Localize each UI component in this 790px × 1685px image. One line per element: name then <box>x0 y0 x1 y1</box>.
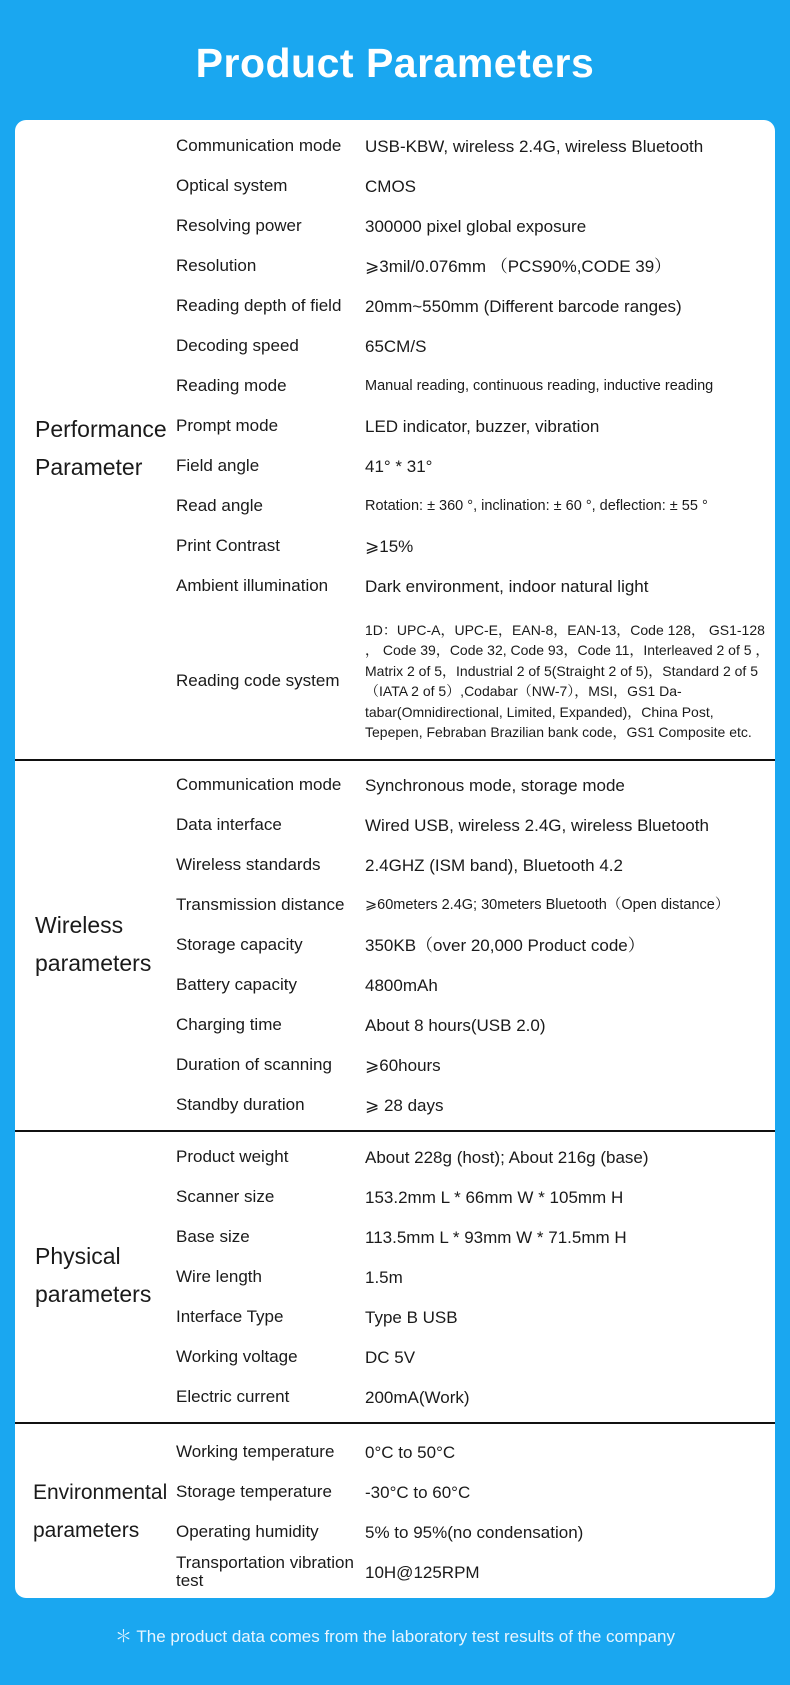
param-value: 1.5m <box>365 1267 403 1287</box>
param-row <box>15 326 775 366</box>
param-key: Duration of scanning <box>176 1055 332 1074</box>
param-value: 300000 pixel global exposure <box>365 216 587 236</box>
section-label-line2: Parameter <box>35 454 143 480</box>
param-key: Product weight <box>176 1147 289 1166</box>
param-key: Electric current <box>176 1387 290 1406</box>
param-row <box>15 406 775 446</box>
param-value: 10H@125RPM <box>365 1562 480 1582</box>
param-value: ⩾ 28 days <box>365 1095 444 1115</box>
param-key: Base size <box>176 1227 250 1246</box>
section-label-line1: Environmental <box>33 1481 168 1504</box>
param-row <box>15 366 775 406</box>
param-key: Transmission distance <box>176 895 345 914</box>
param-key: Battery capacity <box>176 975 297 994</box>
param-key: Field angle <box>176 456 260 475</box>
param-row <box>15 286 775 326</box>
param-key: Working voltage <box>176 1347 298 1366</box>
param-key: Wire length <box>176 1267 262 1286</box>
param-row <box>15 246 775 286</box>
param-value: 41° * 31° <box>365 456 433 476</box>
param-key: Resolution <box>176 256 257 275</box>
param-row <box>15 486 775 526</box>
param-row <box>15 166 775 206</box>
param-row <box>15 1337 775 1377</box>
param-row <box>15 1217 775 1257</box>
section-physical <box>15 1132 775 1422</box>
section-wireless <box>15 761 775 1130</box>
param-key: Communication mode <box>176 136 342 155</box>
param-key: Reading mode <box>176 376 287 395</box>
param-key: Reading depth of field <box>176 296 342 315</box>
section-label-line1: Performance <box>35 416 167 442</box>
param-key: Read angle <box>176 496 263 515</box>
param-row <box>15 1257 775 1297</box>
param-value: 200mA(Work) <box>365 1387 470 1407</box>
param-row <box>15 1045 775 1085</box>
param-row <box>15 1512 775 1552</box>
param-row <box>15 446 775 486</box>
param-key: Working temperature <box>176 1442 335 1461</box>
param-value: 65CM/S <box>365 336 427 356</box>
param-value: ⩾60meters 2.4G; 30meters Bluetooth（Open distance） <box>365 896 730 913</box>
param-key: Ambient illumination <box>176 576 329 595</box>
param-value: -30°C to 60°C <box>365 1482 471 1502</box>
param-row <box>15 1085 775 1125</box>
param-value: Synchronous mode, storage mode <box>365 775 625 795</box>
param-value: 5% to 95%(no condensation) <box>365 1522 584 1542</box>
param-key: Charging time <box>176 1015 282 1034</box>
section-label-line2: parameters <box>35 950 152 976</box>
param-key: Scanner size <box>176 1187 275 1206</box>
param-value: 1D：UPC-A，UPC-E，EAN-8，EAN-13，Code 128， GS1-128 ， Code 39，Code 32, Code 93，Code 11，Interleaved 2 of 5 ，Matrix 2 of 5，Industrial 2 of 5(Straight 2 of 5)，Standard 2 of 5（IATA 2 of 5）,Codabar（NW-7），MSI，GS1 Da-tabar(Omnidirectional, Limited, Expanded)，China Post, Tepepen, Febraban Brazilian bank code，GS1 Composite etc. <box>365 621 770 740</box>
param-value: 20mm~550mm (Different barcode ranges) <box>365 296 682 316</box>
param-key: Transportation vibration test <box>176 1553 354 1590</box>
param-key: Resolving power <box>176 216 302 235</box>
param-key: Prompt mode <box>176 416 279 435</box>
param-key: Decoding speed <box>176 336 299 355</box>
param-value: 153.2mm L * 66mm W * 105mm H <box>365 1187 624 1207</box>
param-value: 4800mAh <box>365 975 438 995</box>
param-row <box>15 965 775 1005</box>
param-row <box>15 845 775 885</box>
param-row <box>15 1472 775 1512</box>
param-row <box>15 526 775 566</box>
param-key: Storage capacity <box>176 935 303 954</box>
param-row <box>15 206 775 246</box>
param-row <box>15 1377 775 1417</box>
param-row <box>15 1177 775 1217</box>
section-performance <box>15 120 775 759</box>
param-value: Wired USB, wireless 2.4G, wireless Bluetooth <box>365 815 709 835</box>
param-key: Communication mode <box>176 775 342 794</box>
footer-note: ＊ The product data comes from the laboratory test results of the company <box>114 1627 675 1646</box>
param-row <box>15 1432 775 1472</box>
param-key: Optical system <box>176 176 288 195</box>
section-label-line2: parameters <box>35 1281 152 1307</box>
param-key: Reading code system <box>176 671 340 690</box>
param-value: Manual reading, continuous reading, inductive reading <box>365 377 714 394</box>
param-row <box>15 805 775 845</box>
parameters-card <box>15 120 775 1598</box>
param-value: ⩾3mil/0.076mm （PCS90%,CODE 39） <box>365 256 672 276</box>
section-environmental <box>15 1424 775 1598</box>
param-key: Standby duration <box>176 1095 305 1114</box>
param-value: ⩾15% <box>365 536 414 556</box>
param-value: USB-KBW, wireless 2.4G, wireless Bluetooth <box>365 136 704 156</box>
param-row <box>15 1005 775 1045</box>
param-row <box>15 765 775 805</box>
param-value: LED indicator, buzzer, vibration <box>365 416 600 436</box>
param-row <box>15 126 775 166</box>
param-key: Data interface <box>176 815 282 834</box>
param-row <box>15 566 775 606</box>
param-value: DC 5V <box>365 1347 416 1367</box>
param-key: Print Contrast <box>176 536 280 555</box>
param-value: 113.5mm L * 93mm W * 71.5mm H <box>365 1227 627 1247</box>
param-value: About 8 hours(USB 2.0) <box>365 1015 546 1035</box>
section-label-line2: parameters <box>33 1519 140 1542</box>
param-value: Rotation: ± 360 °, inclination: ± 60 °, deflection: ± 55 ° <box>365 497 708 514</box>
param-value: About 228g (host); About 216g (base) <box>365 1147 649 1167</box>
param-value: 0°C to 50°C <box>365 1442 456 1462</box>
param-key: Operating humidity <box>176 1522 319 1541</box>
param-value: 350KB（over 20,000 Product code） <box>365 935 645 955</box>
param-value: Type B USB <box>365 1307 458 1327</box>
param-value: Dark environment, indoor natural light <box>365 576 649 596</box>
param-row <box>15 611 775 751</box>
param-row <box>15 1297 775 1337</box>
param-row <box>15 1552 775 1592</box>
param-row <box>15 885 775 925</box>
param-key: Wireless standards <box>176 855 321 874</box>
param-value: 2.4GHZ (ISM band), Bluetooth 4.2 <box>365 855 623 875</box>
param-value: CMOS <box>365 176 416 196</box>
section-label-line1: Wireless <box>35 912 124 938</box>
param-row <box>15 1137 775 1177</box>
param-row <box>15 925 775 965</box>
section-label-line1: Physical <box>35 1243 121 1269</box>
param-value: ⩾60hours <box>365 1055 441 1075</box>
page-title: Product Parameters <box>195 40 595 86</box>
param-key: Interface Type <box>176 1307 284 1326</box>
param-key: Storage temperature <box>176 1482 332 1501</box>
